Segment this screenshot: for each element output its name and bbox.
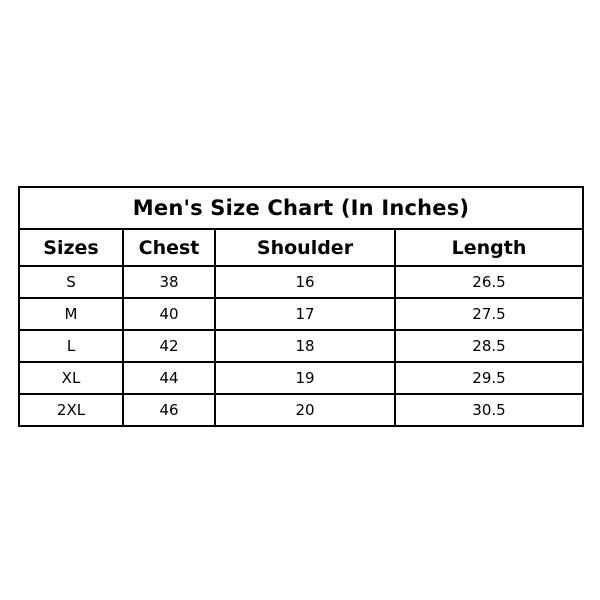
size-chart-table <box>18 186 584 427</box>
cell-length: 28.5 <box>395 330 583 362</box>
cell-shoulder: 20 <box>215 394 395 426</box>
column-header-sizes: Sizes <box>19 229 123 266</box>
table-row <box>19 266 583 298</box>
cell-chest: 40 <box>123 298 215 330</box>
cell-shoulder: 17 <box>215 298 395 330</box>
table-header-row <box>19 229 583 266</box>
cell-size: 2XL <box>19 394 123 426</box>
size-chart-container <box>18 186 582 427</box>
table-row <box>19 330 583 362</box>
chart-title: Men's Size Chart (In Inches) <box>19 187 583 229</box>
cell-length: 27.5 <box>395 298 583 330</box>
cell-length: 26.5 <box>395 266 583 298</box>
cell-chest: 38 <box>123 266 215 298</box>
cell-chest: 42 <box>123 330 215 362</box>
table-row <box>19 362 583 394</box>
column-header-shoulder: Shoulder <box>215 229 395 266</box>
cell-length: 30.5 <box>395 394 583 426</box>
cell-size: L <box>19 330 123 362</box>
column-header-length: Length <box>395 229 583 266</box>
cell-size: M <box>19 298 123 330</box>
cell-shoulder: 16 <box>215 266 395 298</box>
cell-size: S <box>19 266 123 298</box>
table-row <box>19 394 583 426</box>
cell-shoulder: 18 <box>215 330 395 362</box>
cell-length: 29.5 <box>395 362 583 394</box>
table-title-row <box>19 187 583 229</box>
cell-shoulder: 19 <box>215 362 395 394</box>
cell-size: XL <box>19 362 123 394</box>
cell-chest: 46 <box>123 394 215 426</box>
table-row <box>19 298 583 330</box>
cell-chest: 44 <box>123 362 215 394</box>
column-header-chest: Chest <box>123 229 215 266</box>
